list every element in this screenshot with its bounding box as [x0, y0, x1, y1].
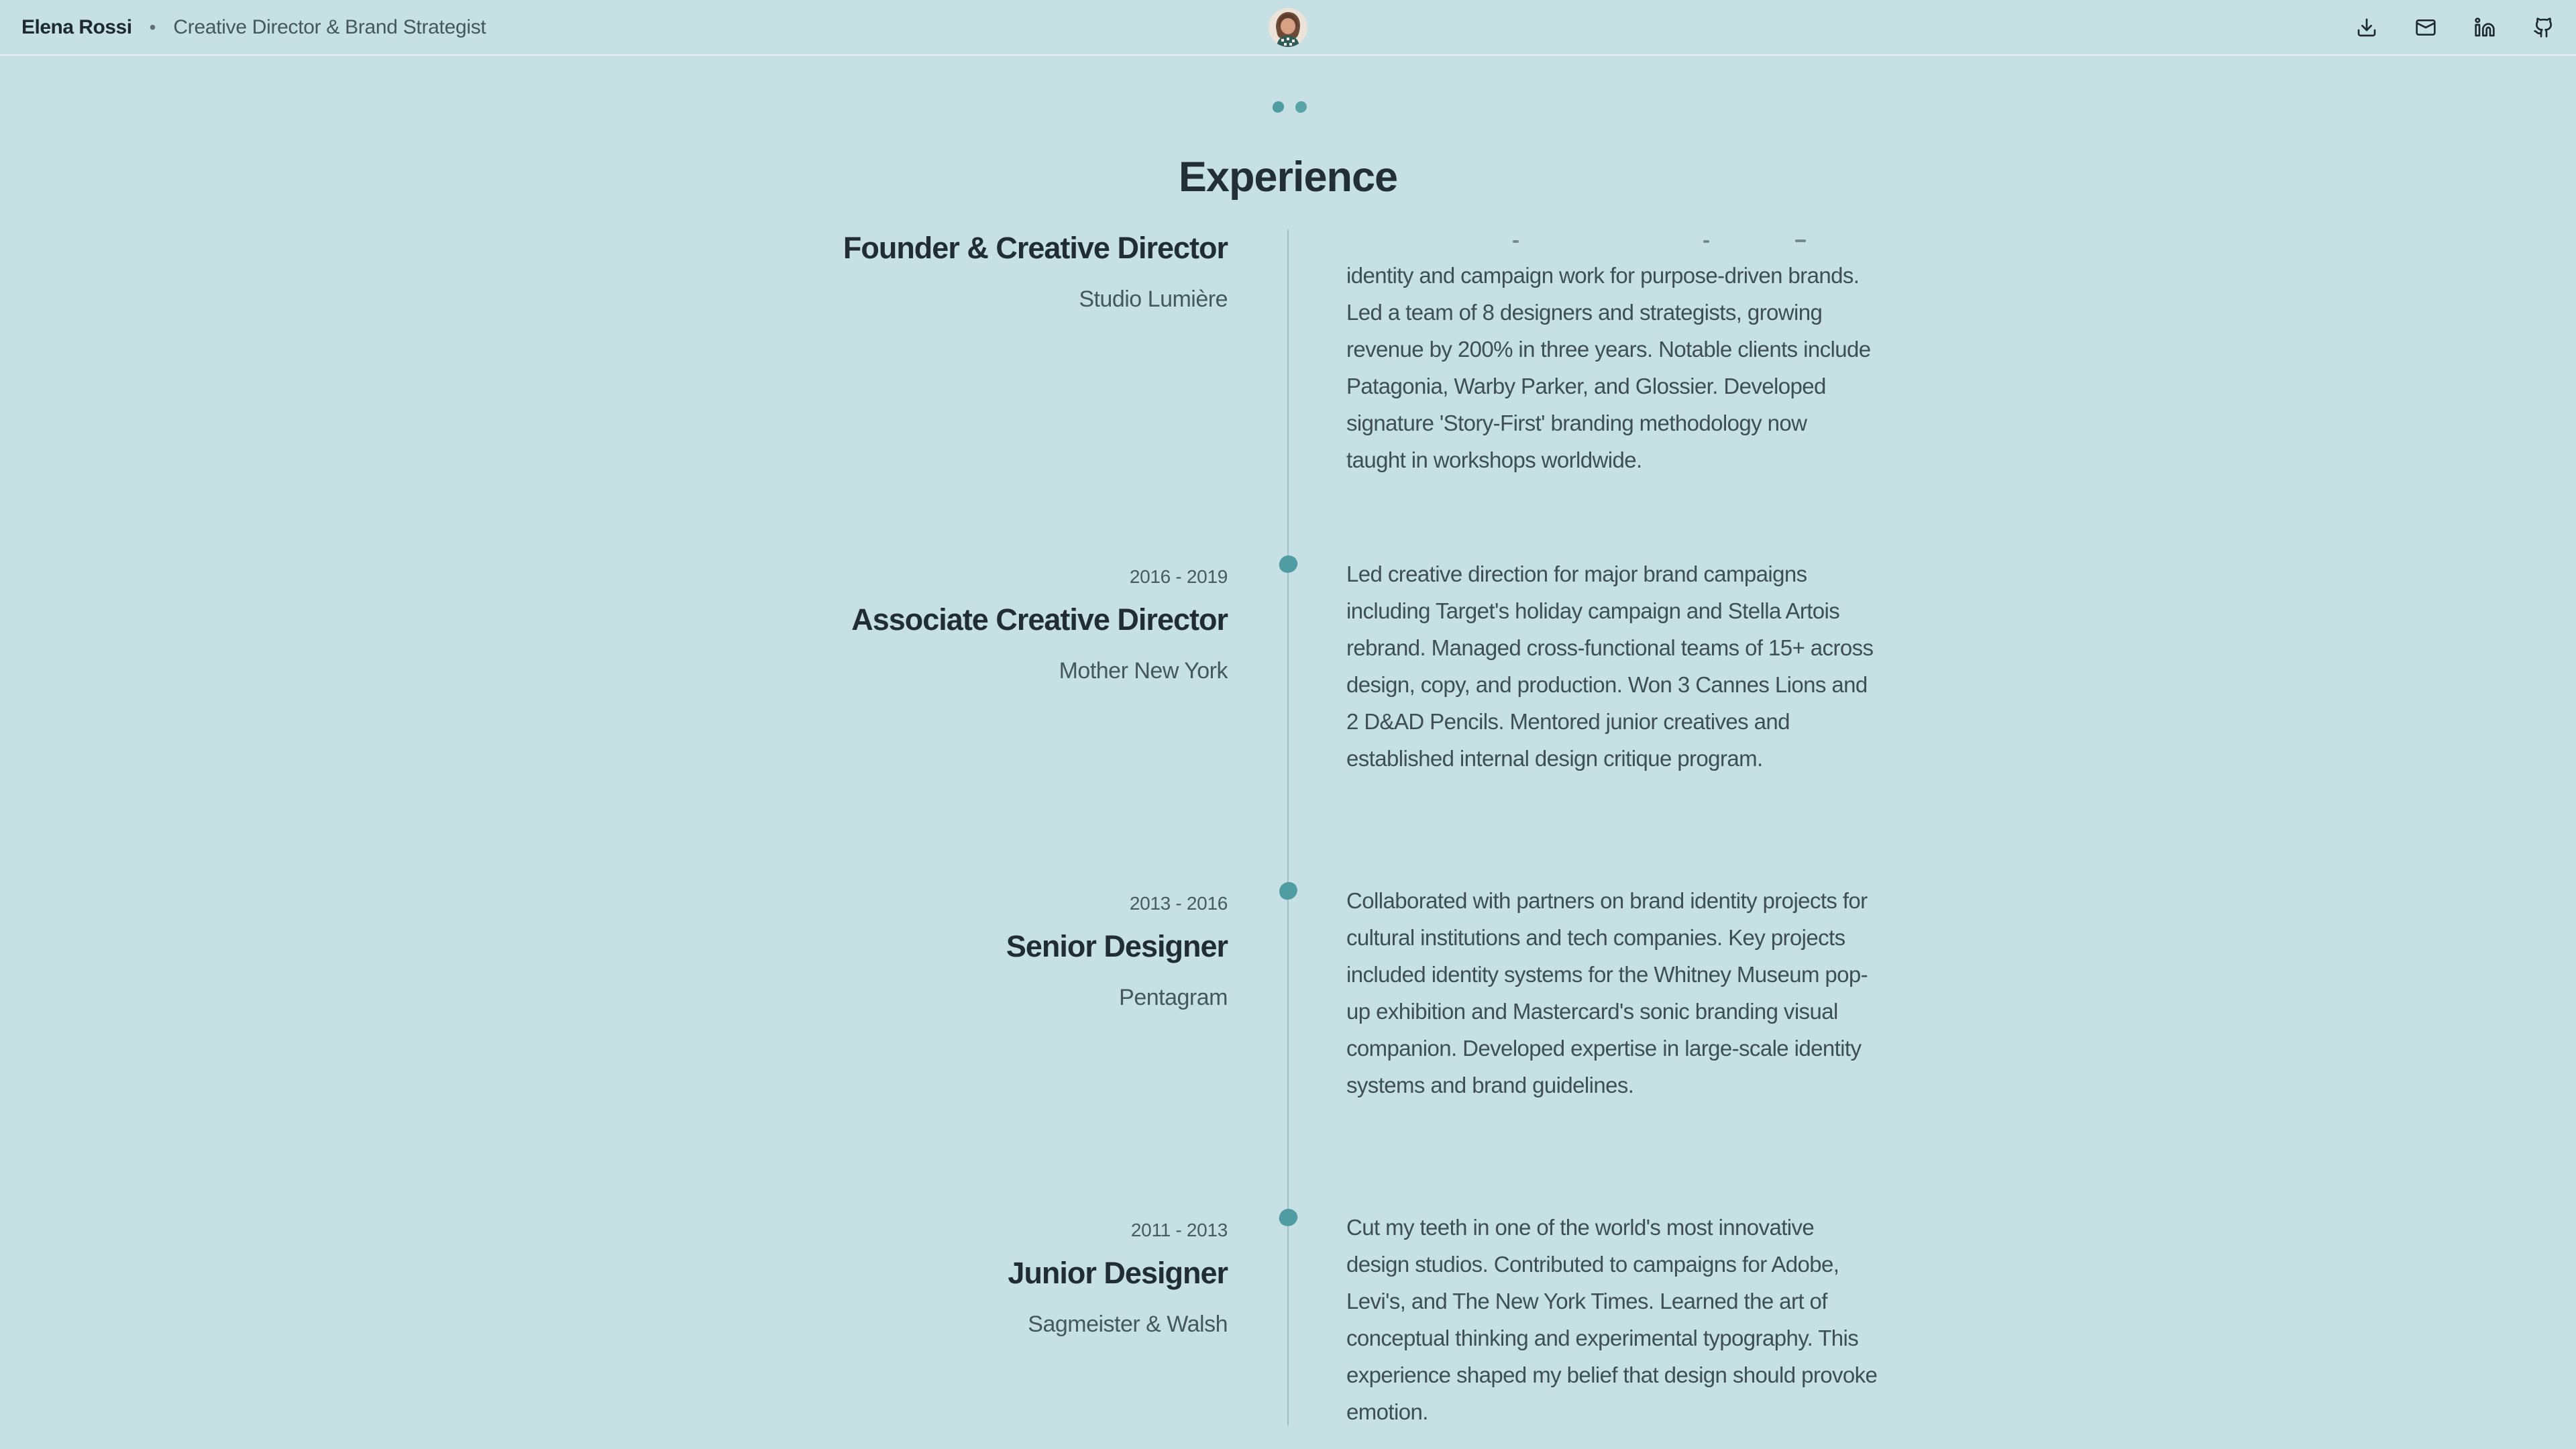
separator-dot: • [149, 16, 156, 38]
deco-dot [1295, 101, 1307, 113]
person-name: Elena Rossi [21, 15, 132, 38]
section-decoration-dots [1273, 101, 1307, 113]
entry-date: 2013 - 2016 [1129, 893, 1228, 914]
entry-description: Cut my teeth in one of the world's most innovative design studios. Contributed to campaigns for Adobe, Levi's, and The New York Times. Learned the art of conceptual thinking and experimental typography. This experience shaped my belief that design should provoke emotion. [1346, 1215, 1878, 1424]
timeline-entry-meta [758, 228, 1228, 314]
page-title: Experience [1178, 154, 1398, 201]
header-bar [0, 0, 2576, 56]
header-actions [2356, 17, 2555, 38]
mail-icon[interactable] [2415, 17, 2436, 38]
entry-date: 2016 - 2019 [1129, 566, 1228, 587]
person-role: Creative Director & Brand Strategist [173, 15, 486, 38]
entry-company: Mother New York [1059, 658, 1228, 684]
entry-title: Associate Creative Director [851, 602, 1228, 637]
entry-company: Studio Lumière [1079, 286, 1228, 312]
timeline-dot [1277, 1207, 1299, 1228]
linkedin-icon[interactable] [2474, 17, 2496, 38]
entry-title: Junior Designer [1008, 1256, 1228, 1290]
entry-description: identity and campaign work for purpose-driven brands. Led a team of 8 designers and strategists, growing revenue by 200% in three years. Notable clients include Patagonia, Warby Parker, and Glossier. Developed signature 'Story-First' branding methodology now taught in workshops worldwide. [1346, 263, 1871, 472]
deco-dot [1272, 101, 1285, 113]
timeline-dot [1278, 881, 1298, 901]
clipped-text-fragment [1513, 240, 1519, 243]
clipped-text-fragment [1703, 240, 1709, 243]
entry-title: Senior Designer [1006, 929, 1228, 963]
header-identity [21, 16, 486, 39]
entry-title: Founder & Creative Director [843, 231, 1228, 265]
avatar-illustration [1269, 8, 1307, 47]
clipped-text-fragment [1795, 239, 1806, 242]
entry-description: Led creative direction for major brand campaigns including Target's holiday campaign and Stella Artois rebrand. Managed cross-functional teams of 15+ across design, copy, and production. Won 3 Cannes Lions and 2 D&AD Pencils. Mentored junior creatives and established internal design critique program. [1346, 561, 1874, 771]
entry-company: Sagmeister & Walsh [1028, 1311, 1228, 1337]
entry-company: Pentagram [1119, 985, 1228, 1010]
timeline-entry-meta [758, 890, 1228, 1012]
entry-date: 2011 - 2013 [1130, 1220, 1228, 1240]
timeline-line [1287, 229, 1289, 1426]
download-icon[interactable] [2356, 17, 2377, 38]
github-icon[interactable] [2533, 17, 2555, 38]
timeline-entry-meta [758, 564, 1228, 686]
avatar[interactable] [1269, 8, 1307, 47]
timeline-entry-meta [758, 1217, 1228, 1339]
timeline-dot [1278, 554, 1299, 574]
entry-description: Collaborated with partners on brand identity projects for cultural institutions and tech companies. Key projects included identity systems for the Whitney Museum pop- up exhibition and Mastercard's sonic branding visual companion. Developed expertise in large-scale identity systems and brand guidelines. [1346, 888, 1868, 1097]
